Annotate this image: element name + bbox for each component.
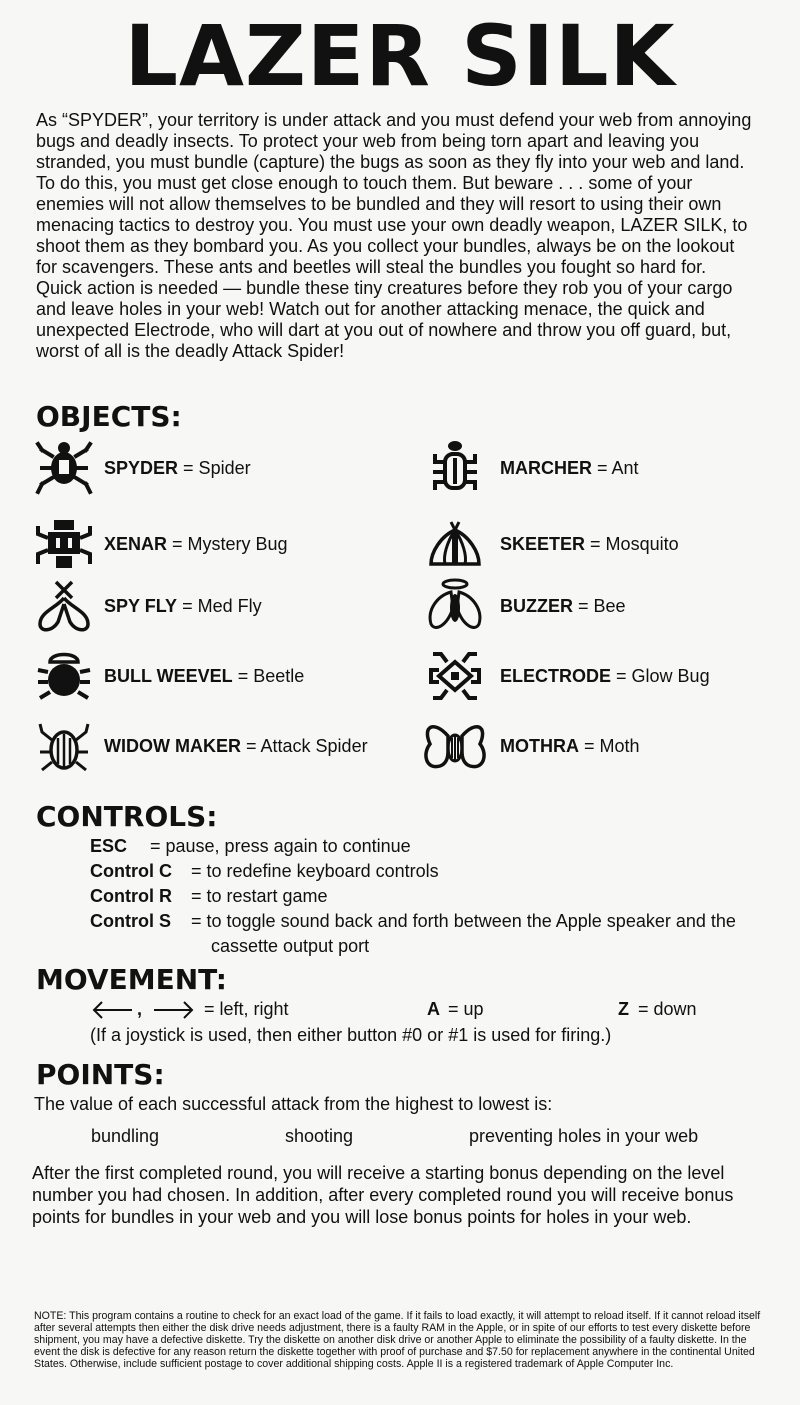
- controls-heading: CONTROLS:: [36, 800, 218, 833]
- objects-left-column: [34, 440, 414, 774]
- object-mothra: MOTHRA = Moth: [420, 718, 780, 774]
- ranking-item: shooting: [285, 1126, 354, 1146]
- intro-paragraph: As “SPYDER”, your territory is under attack and you must defend your web from annoying bugs and deadly insects. To protect your web from being torn apart and leaving you stranded, you must bundle (capture) the bugs as soon as they fly into your web and land. To do this, you must get close enough to touch them. But beware . . . some of your enemies will not allow themselves to be bundled and they will resort to using their own menacing tactics to destroy you. You must use your own deadly weapon, LAZER SILK, to shoot them as they bombard you. As you collect your bundles, always be on the lookout for scavengers. These ants and beetles will steal the bundles you fought so hard for. Quick action is needed — bundle these tiny creatures before they rob you of your cargo and leave holes in your web! Watch out for another attacking menace, the quick and unexpected Electrode, who will dart at you out of nowhere and throw you off guard, but, worst of all is the deadly Attack Spider!: [36, 110, 752, 361]
- object-bull-weevel: BULL WEEVEL = Beetle: [34, 648, 414, 704]
- ranking-item: bundling: [91, 1126, 160, 1146]
- moth-icon: [420, 718, 490, 774]
- spider-icon: [34, 440, 94, 496]
- objects-right-column: [420, 440, 780, 774]
- down-desc: = down: [638, 999, 697, 1019]
- down-key: Z: [618, 999, 629, 1019]
- object-xenar: XENAR = Mystery Bug: [34, 516, 414, 572]
- up-desc: = up: [448, 999, 484, 1019]
- joystick-note: (If a joystick is used, then either button #0 or #1 is used for firing.): [90, 1025, 612, 1045]
- control-row-s: Control S = to toggle sound back and forth between the Apple speaker and the cassette output port: [90, 911, 736, 956]
- fly-icon: [34, 578, 94, 634]
- object-marcher: MARCHER = Ant: [420, 440, 780, 496]
- attack-spider-icon: [34, 718, 94, 774]
- object-spyder: SPYDER = Spider: [34, 440, 414, 496]
- objects-heading: OBJECTS:: [36, 400, 182, 433]
- footer-note: NOTE: This program contains a routine to check for an exact load of the game. If it fails to load exactly, it will attempt to reload itself. If it cannot reload itself after several attempts then either the disk drive needs adjustment, there is a faulty RAM in the Apple, or in spite of our efforts to test every diskette before shipment, you may have a defective diskette. Try the diskette on another disk drive or another Apple to eliminate the possibility of a faulty diskette. In the event the disk is defective for any reason return the diskette together with proof of purchase and $7.50 for replacement anywhere in the continental United States. Otherwise, include sufficient postage to cover additional shipping costs. Apple II is a registered trademark of Apple Computer Inc.: [34, 1310, 761, 1370]
- movement-keys: [90, 999, 780, 1025]
- beetle-icon: [34, 648, 94, 704]
- object-electrode: ELECTRODE = Glow Bug: [420, 648, 780, 704]
- points-ranking: [0, 1125, 800, 1149]
- arrow-separator: ,: [137, 999, 143, 1019]
- movement-heading: MOVEMENT:: [36, 963, 227, 996]
- control-row-esc: ESC = pause, press again to continue: [90, 836, 411, 856]
- glow-bug-icon: [420, 648, 490, 704]
- points-intro: The value of each successful attack from the highest to lowest is:: [34, 1094, 553, 1114]
- object-buzzer: BUZZER = Bee: [420, 578, 780, 634]
- ant-icon: [420, 440, 490, 496]
- object-spy-fly: SPY FLY = Med Fly: [34, 578, 414, 634]
- control-row-c: Control C = to redefine keyboard controls: [90, 861, 439, 881]
- points-heading: POINTS:: [36, 1058, 165, 1091]
- points-bonus: After the first completed round, you will receive a starting bonus depending on the level number you had chosen. In addition, after every completed round you will receive bonus points for bundles in your web and you will lose bonus points for holes in your web.: [32, 1163, 734, 1227]
- mystery-bug-icon: [34, 516, 94, 572]
- left-right-desc: = left, right: [204, 999, 289, 1019]
- ranking-item: preventing holes in your web: [469, 1126, 699, 1146]
- mosquito-icon: [420, 516, 490, 572]
- left-arrow-icon: [90, 999, 134, 1026]
- object-widow-maker: WIDOW MAKER = Attack Spider: [34, 718, 414, 774]
- right-arrow-icon: [152, 999, 196, 1026]
- controls-list: [90, 834, 780, 959]
- control-row-r: Control R = to restart game: [90, 886, 328, 906]
- page-title: LAZER SILK: [124, 7, 676, 105]
- up-key: A: [427, 999, 440, 1019]
- object-skeeter: SKEETER = Mosquito: [420, 516, 780, 572]
- bee-icon: [420, 578, 490, 634]
